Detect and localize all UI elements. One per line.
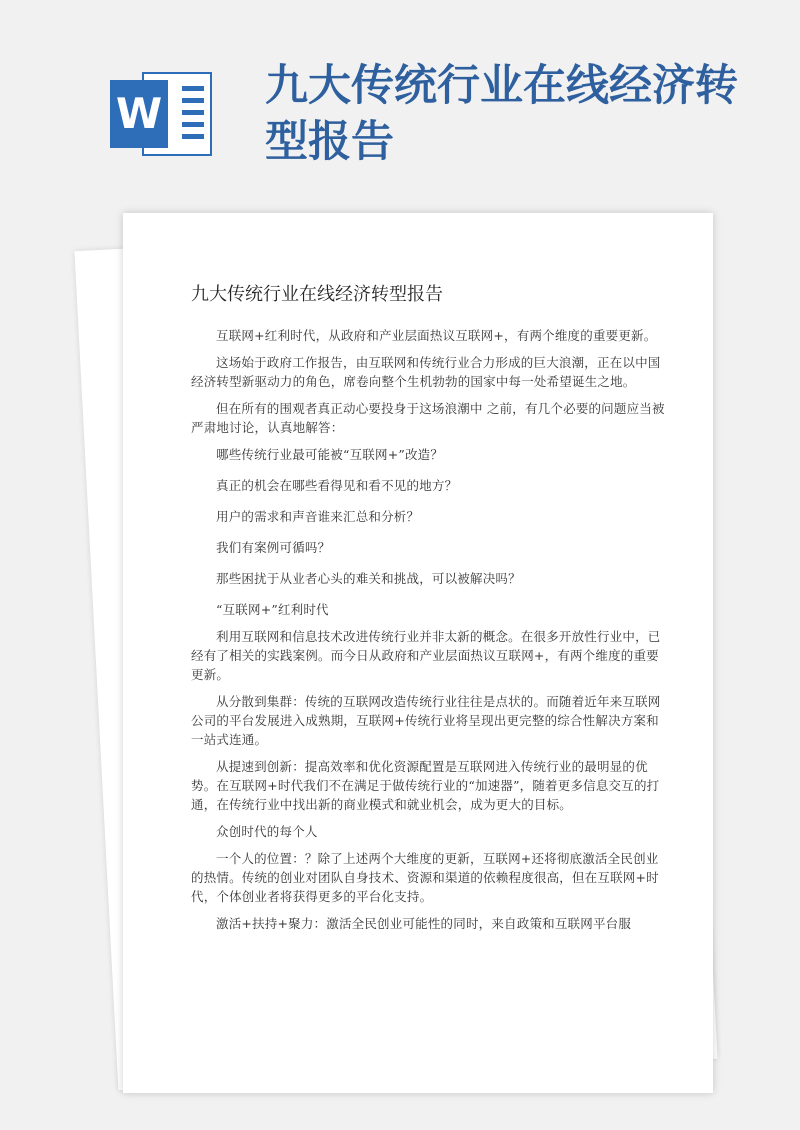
document-body [191, 326, 667, 941]
question-item: 我们有案例可循吗？ [216, 540, 331, 555]
word-letter-badge: W [110, 80, 168, 148]
document-title: 九大传统行业在线经济转型报告 [191, 284, 443, 305]
section-heading: 众创时代的每个人 [216, 824, 318, 839]
paragraph: 互联网+红利时代，从政府和产业层面热议互联网+，有两个维度的重要更新。 [216, 328, 657, 343]
paragraph: 利用互联网和信息技术改进传统行业并非太新的概念。在很多开放性行业中，已经有了相关的实践案例。而今日从政府和产业层面热议互联网+，有两个维度的重要更新。 [191, 629, 661, 682]
banner-title: 九大传统行业在线经济转型报告 [265, 61, 738, 167]
question-item: 真正的机会在哪些看得见和看不见的地方？ [216, 478, 458, 493]
document-page [123, 213, 713, 1093]
paragraph: 一个人的位置：？除了上述两个大维度的更新，互联网+还将彻底激活全民创业的热情。传统的创业对团队自身技术、资源和渠道的依赖程度很高，但在互联网+时代，个体创业者将获得更多的平台化支持。 [191, 851, 659, 904]
section-heading: “互联网+”红利时代 [216, 602, 329, 617]
question-item: 用户的需求和声音谁来汇总和分析？ [216, 509, 420, 524]
paragraph: 这场始于政府工作报告，由互联网和传统行业合力形成的巨大浪潮，正在以中国经济转型新驱动力的角色，席卷向整个生机勃勃的国家中每一处希望诞生之地。 [191, 355, 661, 389]
paragraph: 但在所有的围观者真正动心要投身于这场浪潮中 之前，有几个必要的问题应当被严肃地讨论，认真地解答： [191, 401, 665, 435]
paragraph: 从分散到集群：传统的互联网改造传统行业往往是点状的。而随着近年来互联网公司的平台发展进入成熟期，互联网+传统行业将呈现出更完整的综合性解决方案和一站式连通。 [191, 694, 661, 747]
paragraph: 从提速到创新：提高效率和优化资源配置是互联网进入传统行业的最明显的优势。在互联网+时代我们不在满足于做传统行业的“加速器”，随着更多信息交互的打通，在传统行业中找出新的商业模式和就业机会，成为更大的目标。 [191, 759, 660, 812]
word-document-icon [110, 72, 214, 156]
question-item: 哪些传统行业最可能被“互联网+”改造？ [216, 447, 444, 462]
question-item: 那些困扰于从业者心头的难关和挑战，可以被解决吗？ [216, 571, 521, 586]
paragraph: 激活+扶持+聚力：激活全民创业可能性的同时，来自政策和互联网平台服 [216, 916, 632, 931]
